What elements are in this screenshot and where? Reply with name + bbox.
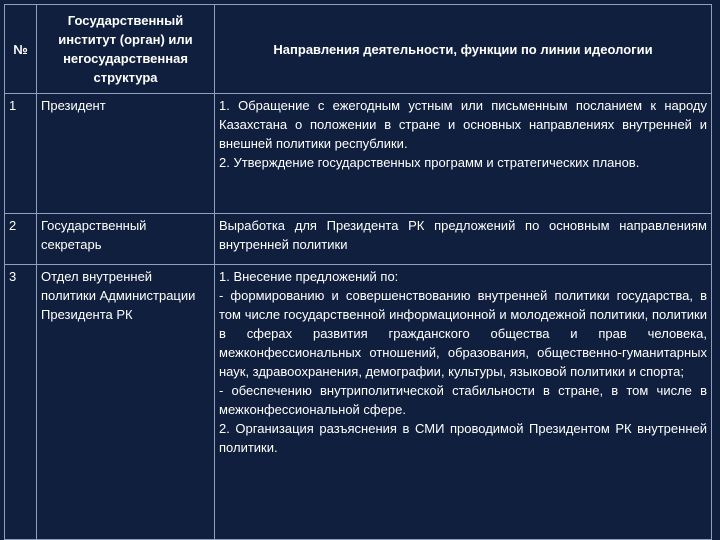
header-row	[5, 5, 712, 94]
function-item: 2. Организация разъяснения в СМИ проводимой Президентом РК внутренней политики.	[219, 421, 707, 455]
function-item: 2. Утверждение государственных программ и стратегических планов.	[219, 155, 640, 170]
row-num: 1	[5, 94, 37, 214]
function-item: - формированию и совершенствованию внутренней политики государства, в том числе государственной информационной и молодежной политики, политики в сферах развития гражданского общества и прав человека, межконфессиональных отношений, образования, общественно-гуманитарных наук, здравоохранения, демографии, культуры, языковой политики и спорта;	[219, 288, 707, 379]
function-item: 1. Обращение с ежегодным устным или письменным посланием к народу Казахстана о положении в стране и основных направлениях внутренней и внешней политики республики.	[219, 98, 707, 151]
function-item: Выработка для Президента РК предложений по основным направлениям внутренней политики	[219, 218, 707, 252]
function-item: 1. Внесение предложений по:	[219, 269, 399, 284]
row-functions	[215, 94, 712, 214]
row-num: 2	[5, 214, 37, 265]
header-num: №	[5, 5, 37, 94]
row-institution: Президент	[37, 94, 215, 214]
header-institution: Государственный институт (орган) или негосударственная структура	[37, 5, 215, 94]
row-institution: Государственный секретарь	[37, 214, 215, 265]
table-row	[5, 214, 712, 265]
row-num: 3	[5, 265, 37, 540]
header-functions: Направления деятельности, функции по линии идеологии	[215, 5, 712, 94]
table-row	[5, 265, 712, 540]
row-functions	[215, 214, 712, 265]
row-functions	[215, 265, 712, 540]
function-item: - обеспечению внутриполитической стабильности в стране, в том числе в межконфессиональной сфере.	[219, 383, 707, 417]
row-institution: Отдел внутренней политики Администрации Президента РК	[37, 265, 215, 540]
table-row	[5, 94, 712, 214]
ideology-table	[4, 4, 712, 540]
